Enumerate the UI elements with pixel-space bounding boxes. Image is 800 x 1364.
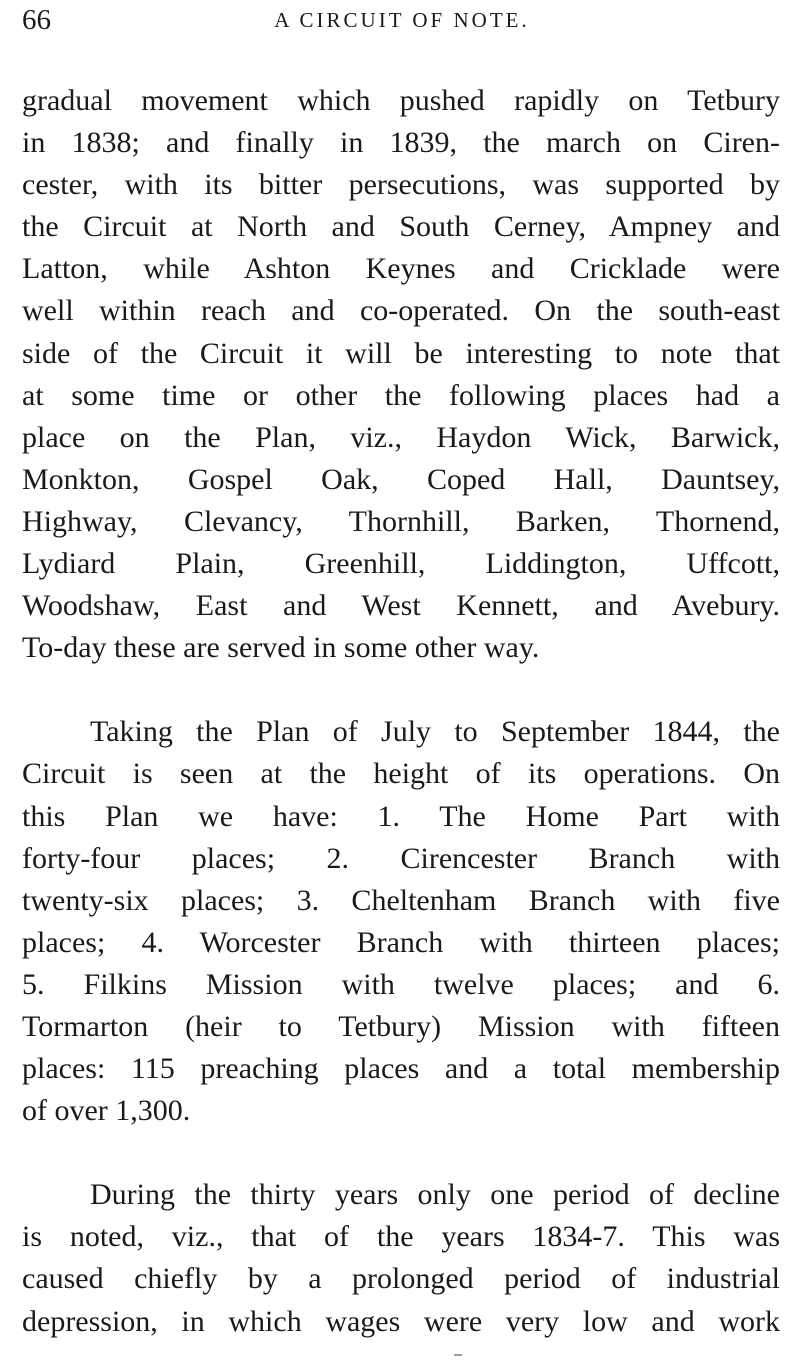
- text-line: Latton, while Ashton Keynes and Cricklade were: [22, 252, 780, 286]
- text-line: forty-four places; 2. Cirencester Branch with: [22, 841, 780, 875]
- text-line: During the thirty years only one period of decline: [90, 1178, 780, 1212]
- text-line: gradual movement which pushed rapidly on Tetbury: [22, 84, 780, 117]
- text-line: Highway, Clevancy, Thornhill, Barken, Thornend,: [22, 504, 780, 538]
- text-line: at some time or other the following places had a: [22, 378, 780, 412]
- text-line: Circuit is seen at the height of its operations. On: [22, 757, 780, 791]
- text-line: of over 1,300.: [22, 1094, 191, 1128]
- text-line: place on the Plan, viz., Haydon Wick, Barwick,: [22, 420, 780, 454]
- text-line: this Plan we have: 1. The Home Part with: [22, 799, 780, 833]
- text-line: Woodshaw, East and West Kennett, and Avebury.: [22, 589, 780, 623]
- body-text: [22, 80, 780, 1343]
- text-line: depression, in which wages were very low and work: [22, 1304, 780, 1338]
- text-line: Lydiard Plain, Greenhill, Liddington, Uffcott,: [22, 547, 780, 581]
- text-line: the Circuit at North and South Cerney, Ampney and: [22, 210, 780, 244]
- text-line: twenty-six places; 3. Cheltenham Branch with five: [22, 883, 780, 917]
- text-line: well within reach and co-operated. On the south-east: [22, 294, 780, 328]
- scan-mark: [454, 1354, 462, 1356]
- text-line: places: 115 preaching places and a total membership: [22, 1052, 780, 1086]
- text-line: places; 4. Worcester Branch with thirteen places;: [22, 925, 780, 959]
- paragraph-3: [22, 1174, 780, 1342]
- text-line: Tormarton (heir to Tetbury) Mission with fifteen: [22, 1009, 780, 1043]
- text-line: in 1838; and finally in 1839, the march on Ciren-: [22, 126, 780, 160]
- text-line: Monkton, Gospel Oak, Coped Hall, Dauntsey,: [22, 462, 780, 496]
- text-line: Taking the Plan of July to September 1844, the: [90, 715, 780, 749]
- text-line: To-day these are served in some other way.: [22, 631, 540, 665]
- running-head: [22, 2, 782, 38]
- page-number: 66: [22, 4, 51, 36]
- text-line: is noted, viz., that of the years 1834-7. This was: [22, 1220, 780, 1254]
- text-line: caused chiefly by a prolonged period of industrial: [22, 1262, 780, 1296]
- paragraph-1: [22, 80, 780, 669]
- text-line: cester, with its bitter persecutions, was supported by: [22, 168, 780, 202]
- text-line: side of the Circuit it will be interesting to note that: [22, 336, 780, 370]
- text-line: 5. Filkins Mission with twelve places; and 6.: [22, 967, 780, 1001]
- running-title: A CIRCUIT OF NOTE.: [274, 8, 530, 32]
- paragraph-2: [22, 711, 780, 1132]
